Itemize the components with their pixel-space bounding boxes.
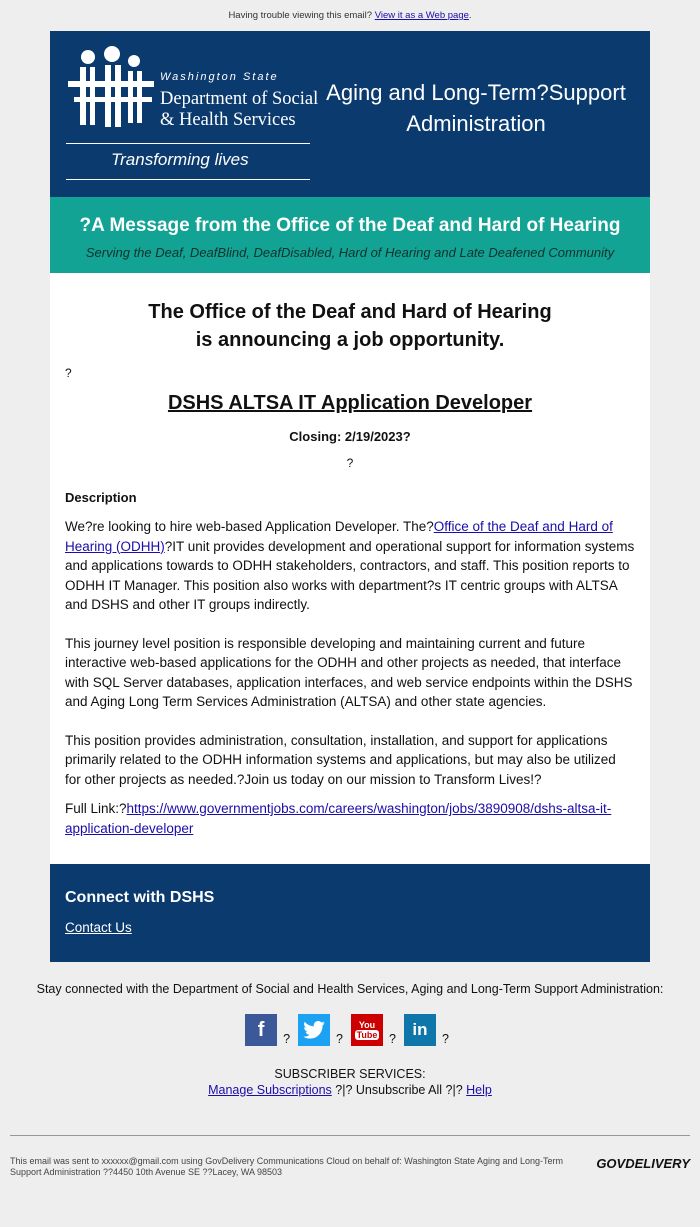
social-separator: ? bbox=[441, 1032, 449, 1046]
full-link-paragraph bbox=[65, 799, 635, 838]
description-paragraph-2: This journey level position is responsible developing and maintaining current and future interactive web-based applications for the ODHH and other projects as needed, that interface with SQL Server databases, application interfaces, and web service endpoints within the DSHS and Aging Long Term Services Administration (ALTSA) and other state agencies. bbox=[65, 635, 633, 709]
twitter-bird-icon bbox=[303, 1021, 325, 1039]
stay-connected-text: Stay connected with the Department of Social and Health Services, Aging and Long-Term Support Administration: bbox=[36, 982, 664, 996]
facebook-icon[interactable] bbox=[245, 1014, 277, 1046]
youtube-icon[interactable] bbox=[351, 1014, 383, 1046]
trouble-text-end: . bbox=[468, 10, 472, 21]
help-link[interactable]: Help bbox=[466, 1083, 492, 1097]
trouble-text: Having trouble viewing this email? bbox=[228, 10, 375, 21]
web-view-bar bbox=[0, 0, 700, 31]
announce-line2: is announcing a job opportunity. bbox=[195, 329, 505, 351]
logo-tagline: Transforming lives bbox=[111, 150, 249, 169]
logo-state: Washington State bbox=[160, 71, 279, 83]
message-banner bbox=[50, 197, 650, 273]
email-body bbox=[50, 31, 650, 962]
admin-line1: Aging and Long-Term?Support bbox=[326, 80, 626, 105]
logo-department bbox=[160, 89, 318, 131]
odhh-link[interactable]: Office of the Deaf and Hard of Hearing (ODHH) bbox=[65, 519, 613, 554]
dshs-logo bbox=[66, 45, 319, 183]
admin-line2: Administration bbox=[406, 111, 546, 136]
footer bbox=[0, 962, 700, 1098]
bottom-bar bbox=[10, 1136, 690, 1186]
main-content bbox=[50, 273, 650, 864]
sent-to-notice: This email was sent to xxxxxx@gmail.com using GovDelivery Communications Cloud on behalf of: Washington State Aging and Long-Term Support Administration ??4450 10th Avenue SE ??Lacey, WA 98503 bbox=[10, 1156, 564, 1177]
social-links bbox=[0, 1014, 700, 1046]
announcement-heading bbox=[65, 273, 635, 354]
connect-section bbox=[50, 864, 650, 962]
full-link-label: Full Link:? bbox=[65, 801, 127, 816]
logo-divider-bottom bbox=[66, 179, 310, 180]
twitter-icon[interactable] bbox=[298, 1014, 330, 1046]
job-title-text: DSHS ALTSA IT Application Developer bbox=[167, 392, 533, 414]
banner-title: ?A Message from the Office of the Deaf and Hard of Hearing bbox=[79, 215, 621, 236]
job-posting-link[interactable]: https://www.governmentjobs.com/careers/washington/jobs/3890908/dshs-altsa-it-application-developer bbox=[65, 801, 612, 836]
linkedin-icon[interactable] bbox=[404, 1014, 436, 1046]
logo-dept-line1: Department of Social bbox=[160, 89, 319, 109]
facebook-glyph: f bbox=[257, 1018, 265, 1041]
web-view-link[interactable]: View it as a Web page bbox=[374, 10, 469, 21]
subscriber-separator: ?|? Unsubscribe All ?|? bbox=[331, 1083, 467, 1097]
logo-dept-line2: & Health Services bbox=[160, 110, 296, 130]
subscriber-heading: SUBSCRIBER SERVICES: bbox=[274, 1067, 426, 1081]
description-paragraph-1 bbox=[65, 517, 635, 615]
description-paragraph-3: This position provides administration, consultation, installation, and support for applications primarily related to the ODHH information systems and applications, but may also be utilized for other projects as needed.?Join us today on our mission to Transform Lives!? bbox=[65, 732, 616, 787]
placeholder-char-2: ? bbox=[346, 456, 354, 470]
subscriber-links bbox=[0, 1082, 700, 1098]
closing-date: Closing: 2/19/2023? bbox=[289, 429, 411, 444]
announce-line1: The Office of the Deaf and Hard of Hearing bbox=[148, 301, 552, 323]
social-separator: ? bbox=[283, 1032, 291, 1046]
banner-subtitle: Serving the Deaf, DeafBlind, DeafDisabled, Hard of Hearing and Late Deafened Community bbox=[85, 245, 615, 260]
linkedin-glyph: in bbox=[412, 1020, 428, 1039]
p1-pre: We?re looking to hire web-based Application Developer. The? bbox=[65, 519, 434, 534]
job-title bbox=[65, 392, 635, 415]
subscriber-services bbox=[0, 1066, 700, 1098]
manage-subscriptions-link[interactable]: Manage Subscriptions bbox=[208, 1083, 332, 1097]
description-heading: Description bbox=[65, 490, 137, 505]
p1-post: ?IT unit provides development and operational support for information systems and applications towards to ODHH stakeholders, contractors, and staff. This position reports to ODHH IT Manager. This position also works with department?s IT centric groups with ALTSA and DSHS and other IT groups indirectly. bbox=[65, 538, 635, 612]
youtube-glyph-2: Tube bbox=[356, 1030, 378, 1040]
placeholder-char: ? bbox=[65, 366, 72, 380]
administration-title bbox=[316, 77, 636, 139]
contact-us-link[interactable]: Contact Us bbox=[65, 920, 132, 935]
govdelivery-logo: GOVDELIVERY bbox=[596, 1156, 690, 1171]
logo-divider bbox=[66, 143, 310, 144]
connect-heading: Connect with DSHS bbox=[65, 889, 215, 906]
social-separator: ? bbox=[389, 1032, 396, 1046]
youtube-glyph: You bbox=[358, 1020, 376, 1030]
people-logo-icon bbox=[66, 45, 156, 135]
social-separator: ? bbox=[336, 1032, 343, 1046]
header bbox=[50, 31, 650, 197]
